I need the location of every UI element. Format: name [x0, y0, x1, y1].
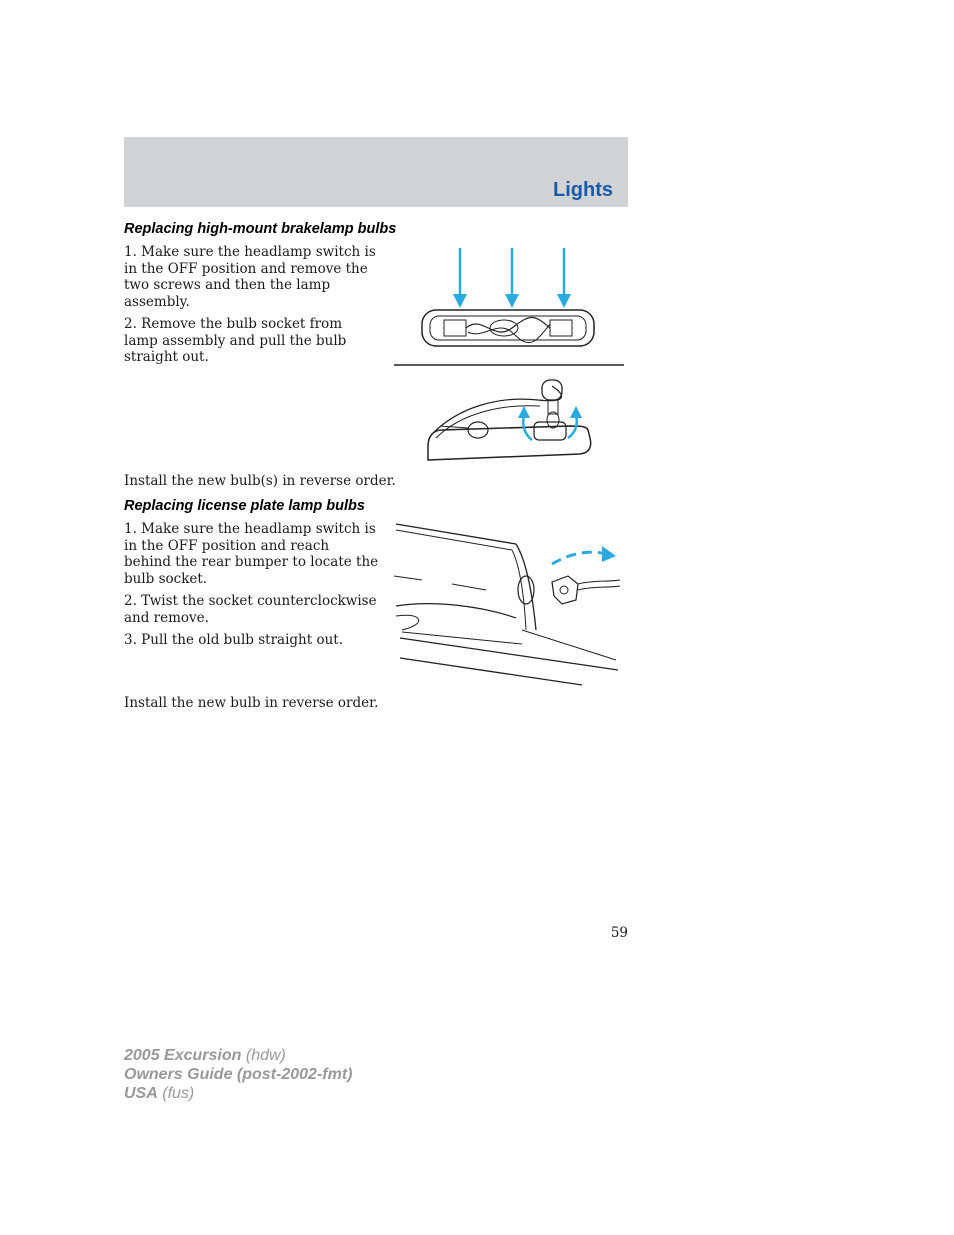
section-heading-license-plate: Replacing license plate lamp bulbs	[124, 498, 365, 514]
license-step-2: 2. Twist the socket counterclockwise and remove.	[124, 593, 377, 626]
license-step-1: 1. Make sure the headlamp switch is in the OFF position and reach behind the rear bumper to locate the bulb socket.	[124, 521, 379, 587]
brakelamp-steps	[124, 244, 380, 372]
license-plate-lamp-figure	[392, 520, 624, 690]
footer-line-3: USA (fus)	[124, 1085, 195, 1102]
page-title: Lights	[553, 179, 613, 201]
footer-line-1: 2005 Excursion (hdw)	[124, 1047, 286, 1064]
header-band	[124, 137, 628, 207]
curved-arrow-icon	[552, 546, 616, 564]
up-arrow-icon	[568, 406, 582, 438]
brakelamp-closing: Install the new bulb(s) in reverse order.	[124, 473, 396, 489]
document-footer	[124, 1046, 352, 1103]
down-arrow-icon	[557, 248, 571, 308]
license-plate-steps	[124, 521, 380, 655]
bulb-socket-figure	[420, 376, 596, 462]
brakelamp-step-2: 2. Remove the bulb socket from lamp assembly and pull the bulb straight out.	[124, 316, 347, 365]
section-heading-brakelamp: Replacing high-mount brakelamp bulbs	[124, 221, 397, 237]
page-number: 59	[610, 925, 628, 941]
down-arrow-icon	[505, 248, 519, 308]
footer-line-2: Owners Guide (post-2002-fmt)	[124, 1066, 353, 1083]
down-arrow-icon	[453, 248, 467, 308]
up-arrow-icon	[518, 406, 532, 440]
license-plate-closing: Install the new bulb in reverse order.	[124, 695, 379, 711]
brakelamp-assembly-figure	[394, 244, 626, 368]
license-step-3: 3. Pull the old bulb straight out.	[124, 632, 344, 648]
brakelamp-step-1: 1. Make sure the headlamp switch is in the OFF position and remove the two screws and then the lamp assembly.	[124, 244, 376, 310]
